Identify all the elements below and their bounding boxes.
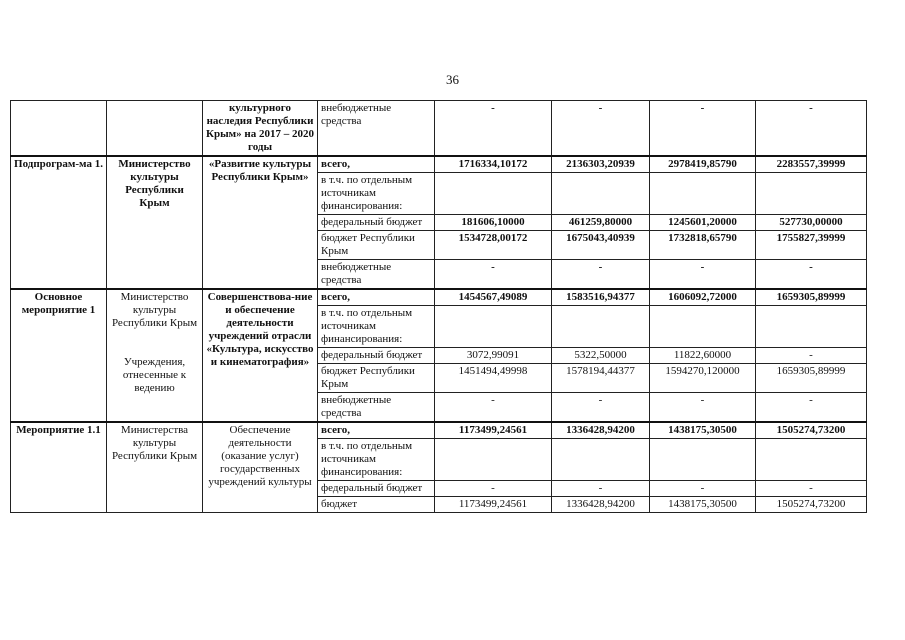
value-cell: -: [650, 101, 756, 157]
value-cell: 1505274,73200: [756, 422, 867, 439]
source-label: внебюджетные средства: [318, 101, 435, 157]
budget-table: [10, 100, 867, 513]
table-body: [11, 101, 867, 513]
value-cell: -: [552, 481, 650, 497]
value-cell: [552, 306, 650, 348]
value-cell: 1336428,94200: [552, 422, 650, 439]
source-label: бюджет Республики Крым: [318, 364, 435, 393]
value-cell: 2136303,20939: [552, 156, 650, 173]
value-cell: -: [435, 101, 552, 157]
block-name-cell: Подпрограм-ма 1.: [11, 156, 107, 289]
empty-cell: [11, 101, 107, 157]
value-cell: 461259,80000: [552, 215, 650, 231]
value-cell: [756, 439, 867, 481]
source-label: внебюджетные средства: [318, 260, 435, 290]
value-cell: [756, 306, 867, 348]
empty-cell: [107, 101, 203, 157]
source-label: всего,: [318, 156, 435, 173]
value-cell: [552, 439, 650, 481]
value-cell: 1583516,94377: [552, 289, 650, 306]
value-cell: -: [552, 101, 650, 157]
value-cell: 181606,10000: [435, 215, 552, 231]
source-label: федеральный бюджет: [318, 215, 435, 231]
block-name-cell: Основное мероприятие 1: [11, 289, 107, 422]
table-row: [11, 422, 867, 439]
source-label: федеральный бюджет: [318, 348, 435, 364]
value-cell: -: [756, 260, 867, 290]
value-cell: 1245601,20000: [650, 215, 756, 231]
value-cell: 2978419,85790: [650, 156, 756, 173]
value-cell: [552, 173, 650, 215]
value-cell: -: [650, 481, 756, 497]
value-cell: 1173499,24561: [435, 422, 552, 439]
source-label: в т.ч. по отдельным источникам финансирования:: [318, 173, 435, 215]
value-cell: -: [435, 393, 552, 423]
value-cell: 1594270,120000: [650, 364, 756, 393]
value-cell: -: [650, 260, 756, 290]
value-cell: -: [650, 393, 756, 423]
value-cell: -: [435, 481, 552, 497]
value-cell: 11822,60000: [650, 348, 756, 364]
executor-text: Министерство культуры Республики Крым: [118, 158, 191, 209]
value-cell: 527730,00000: [756, 215, 867, 231]
value-cell: 1675043,40939: [552, 231, 650, 260]
value-cell: -: [552, 260, 650, 290]
executor-cell: [107, 156, 203, 289]
value-cell: [435, 306, 552, 348]
value-cell: 1755827,39999: [756, 231, 867, 260]
value-cell: -: [552, 393, 650, 423]
measure-title-cell: «Развитие культуры Республики Крым»: [203, 156, 318, 289]
executor-secondary-text: Учреждения, отнесенные к ведению: [122, 356, 187, 394]
value-cell: 2283557,39999: [756, 156, 867, 173]
value-cell: 1505274,73200: [756, 497, 867, 513]
executor-text: Министерства культуры Республики Крым: [111, 424, 198, 462]
value-cell: 1534728,00172: [435, 231, 552, 260]
executor-cell: [107, 289, 203, 422]
value-cell: -: [756, 101, 867, 157]
value-cell: 3072,99091: [435, 348, 552, 364]
source-label: федеральный бюджет: [318, 481, 435, 497]
value-cell: 1454567,49089: [435, 289, 552, 306]
source-label: в т.ч. по отдельным источникам финансирования:: [318, 306, 435, 348]
value-cell: 5322,50000: [552, 348, 650, 364]
source-label: внебюджетные средства: [318, 393, 435, 423]
value-cell: 1659305,89999: [756, 289, 867, 306]
value-cell: 1716334,10172: [435, 156, 552, 173]
value-cell: -: [756, 348, 867, 364]
value-cell: -: [756, 481, 867, 497]
table-row: [11, 101, 867, 157]
value-cell: [435, 439, 552, 481]
source-label: в т.ч. по отдельным источникам финансирования:: [318, 439, 435, 481]
measure-title-cell: Совершенствова-ние и обеспечение деятельности учреждений отрасли «Культура, искусство и кинематография»: [203, 289, 318, 422]
page-number: 36: [446, 72, 459, 87]
value-cell: [650, 439, 756, 481]
value-cell: 1438175,30500: [650, 497, 756, 513]
table-row: [11, 289, 867, 306]
block-name-cell: Мероприятие 1.1: [11, 422, 107, 513]
value-cell: 1578194,44377: [552, 364, 650, 393]
value-cell: -: [756, 393, 867, 423]
value-cell: 1438175,30500: [650, 422, 756, 439]
value-cell: 1659305,89999: [756, 364, 867, 393]
program-title-cell: культурного наследия Республики Крым» на 2017 – 2020 годы: [203, 101, 318, 157]
measure-title-cell: Обеспечение деятельности (оказание услуг) государственных учреждений культуры: [203, 422, 318, 513]
value-cell: 1451494,49998: [435, 364, 552, 393]
value-cell: [435, 173, 552, 215]
value-cell: -: [435, 260, 552, 290]
value-cell: 1606092,72000: [650, 289, 756, 306]
source-label: всего,: [318, 422, 435, 439]
source-label: всего,: [318, 289, 435, 306]
table-row: [11, 156, 867, 173]
executor-text: Министерство культуры Республики Крым: [111, 291, 198, 329]
value-cell: 1173499,24561: [435, 497, 552, 513]
source-label: бюджет Республики Крым: [318, 231, 435, 260]
source-label: бюджет: [318, 497, 435, 513]
executor-cell: [107, 422, 203, 513]
value-cell: 1336428,94200: [552, 497, 650, 513]
value-cell: 1732818,65790: [650, 231, 756, 260]
value-cell: [756, 173, 867, 215]
value-cell: [650, 306, 756, 348]
value-cell: [650, 173, 756, 215]
